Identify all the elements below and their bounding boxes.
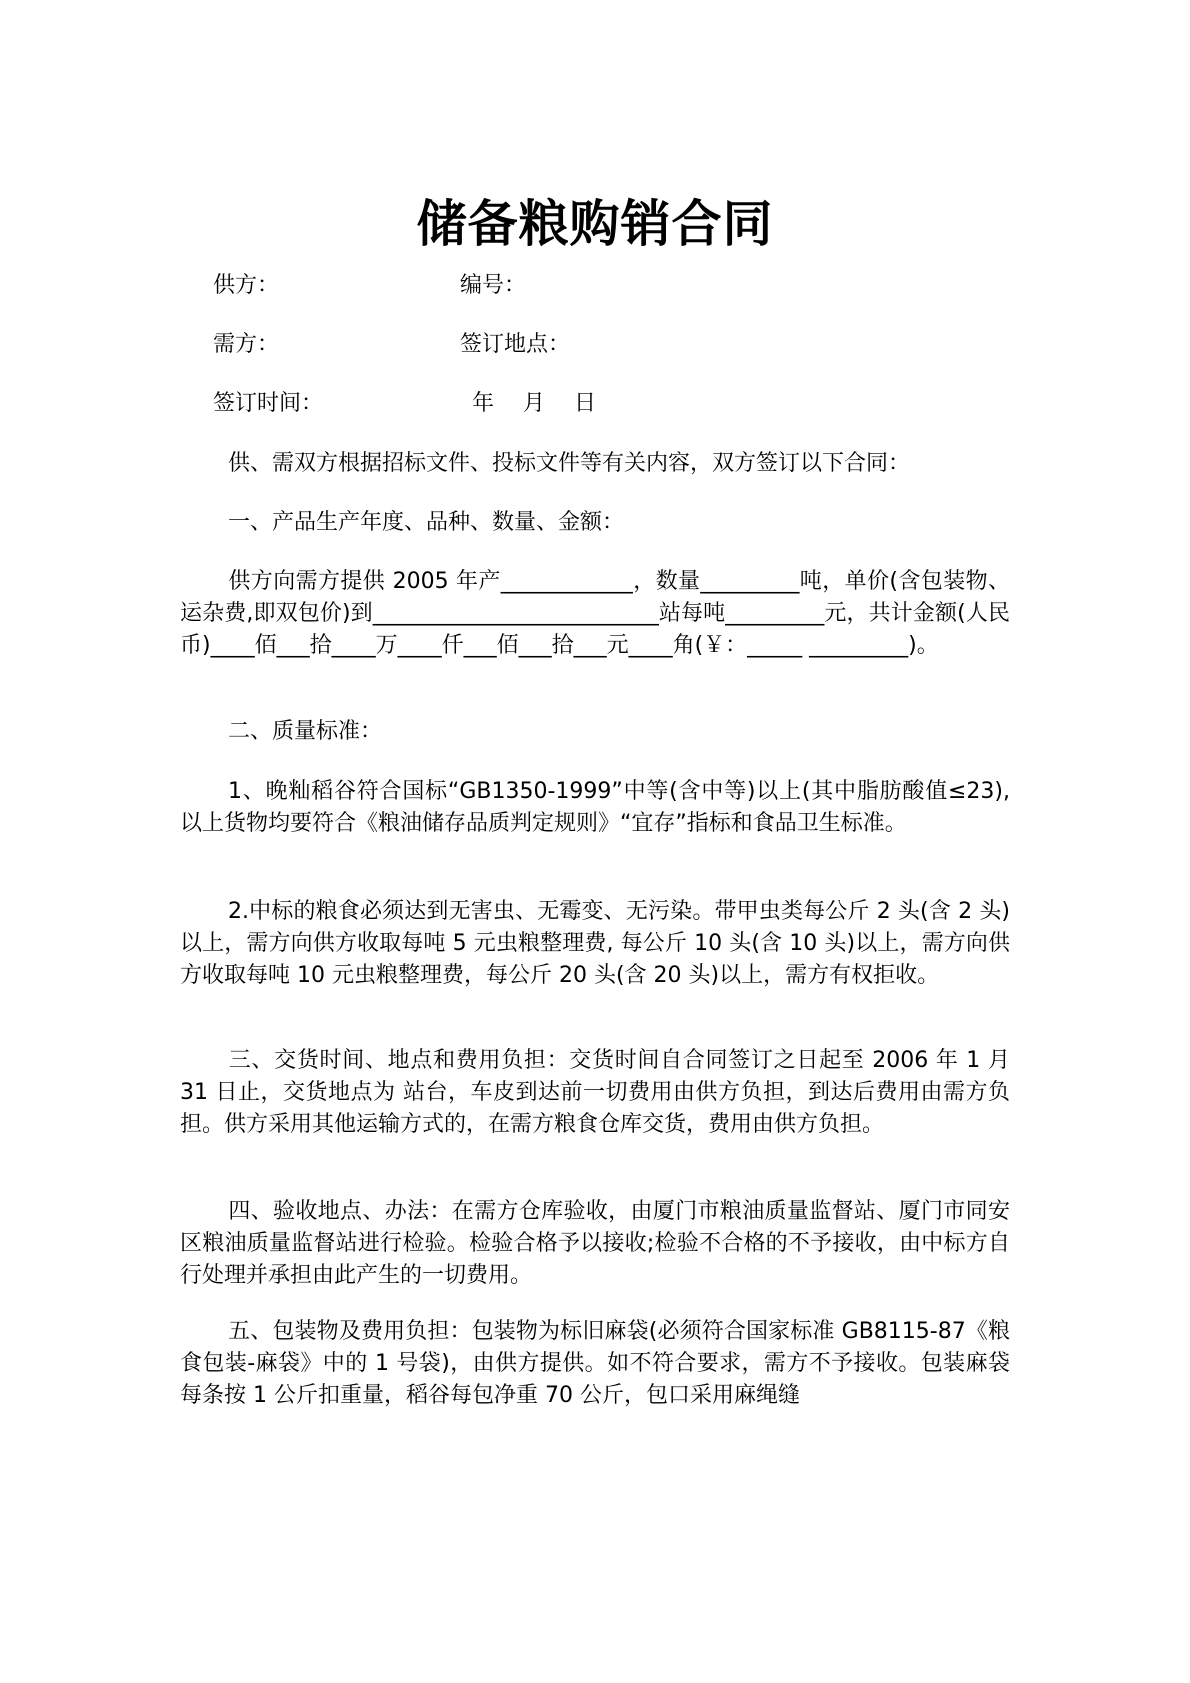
section-4-inspection-paragraph — [180, 1196, 1010, 1292]
signing-date-placeholder: 年 月 日 — [472, 391, 596, 416]
paragraph-text: 二、质量标准： — [228, 719, 383, 744]
paragraph-text: 1、晚籼稻谷符合国标“GB1350-1999”中等(含中等)以上(其中脂肪酸值≤23),以上货物均要符合《粮油储存品质判定规则》“宜存”指标和食品卫生标准。 — [180, 779, 1010, 836]
paragraph-text: 供、需双方根据招标文件、投标文件等有关内容，双方签订以下合同： — [228, 451, 911, 476]
paragraph-text: 一、产品生产年度、品种、数量、金额： — [228, 510, 625, 535]
section-2-heading — [180, 716, 1010, 748]
paragraph-text: 五、包装物及费用负担：包装物为标旧麻袋(必须符合国家标准 GB8115-87《粮食包装-麻袋》中的 1 号袋)，由供方提供。如不符合要求，需方不予接收。包装麻袋每条按 1 公斤扣重量，稻谷每包净重 70 公斤，包口采用麻绳缝 — [180, 1319, 1010, 1408]
paragraph-text: 供方向需方提供 2005 年产____________，数量_________吨，单价(含包装物、运杂费,即双包价)到__________________________站每吨_________元，共计金额(人民币)____佰___拾____万____仟___佰___拾___元____角(￥：_____ _________)。 — [180, 569, 1010, 658]
paragraph-text: 四、验收地点、办法：在需方仓库验收，由厦门市粮油质量监督站、厦门市同安区粮油质量监督站进行检验。检验合格予以接收;检验不合格的不予接收，由中标方自行处理并承担由此产生的一切费用。 — [180, 1199, 1010, 1288]
paragraph-text: 三、交货时间、地点和费用负担：交货时间自合同签订之日起至 2006 年 1 月 31 日止，交货地点为 站台，车皮到达前一切费用由供方负担，到达后费用由需方负担。供方采用其他运输方式的，在需方粮食仓库交货，费用由供方负担。 — [180, 1048, 1010, 1137]
product-quantity-paragraph — [180, 566, 1010, 662]
pest-standard-paragraph — [180, 896, 1010, 992]
quality-standard-paragraph — [180, 776, 1010, 840]
buyer-label: 需方： — [213, 332, 280, 357]
supplier-label: 供方： — [213, 273, 280, 298]
signing-place-label: 签订地点： — [460, 332, 571, 357]
paragraph-text: 2.中标的粮食必须达到无害虫、无霉变、无污染。带甲虫类每公斤 2 头(含 2 头)以上，需方向供方收取每吨 5 元虫粮整理费, 每公斤 10 头(含 10 头)以上，需方向供方收取每吨 10 元虫粮整理费，每公斤 20 头(含 20 头)以上，需方有权拒收。 — [180, 899, 1010, 988]
contract-number-label: 编号： — [460, 273, 527, 298]
signing-date-label: 签订时间： — [213, 391, 324, 416]
section-3-delivery-paragraph — [180, 1045, 1010, 1141]
section-5-packaging-paragraph — [180, 1316, 1010, 1412]
preamble-paragraph — [180, 448, 1010, 480]
section-1-heading — [180, 507, 1010, 539]
document-title: 储备粮购销合同 — [416, 195, 774, 253]
